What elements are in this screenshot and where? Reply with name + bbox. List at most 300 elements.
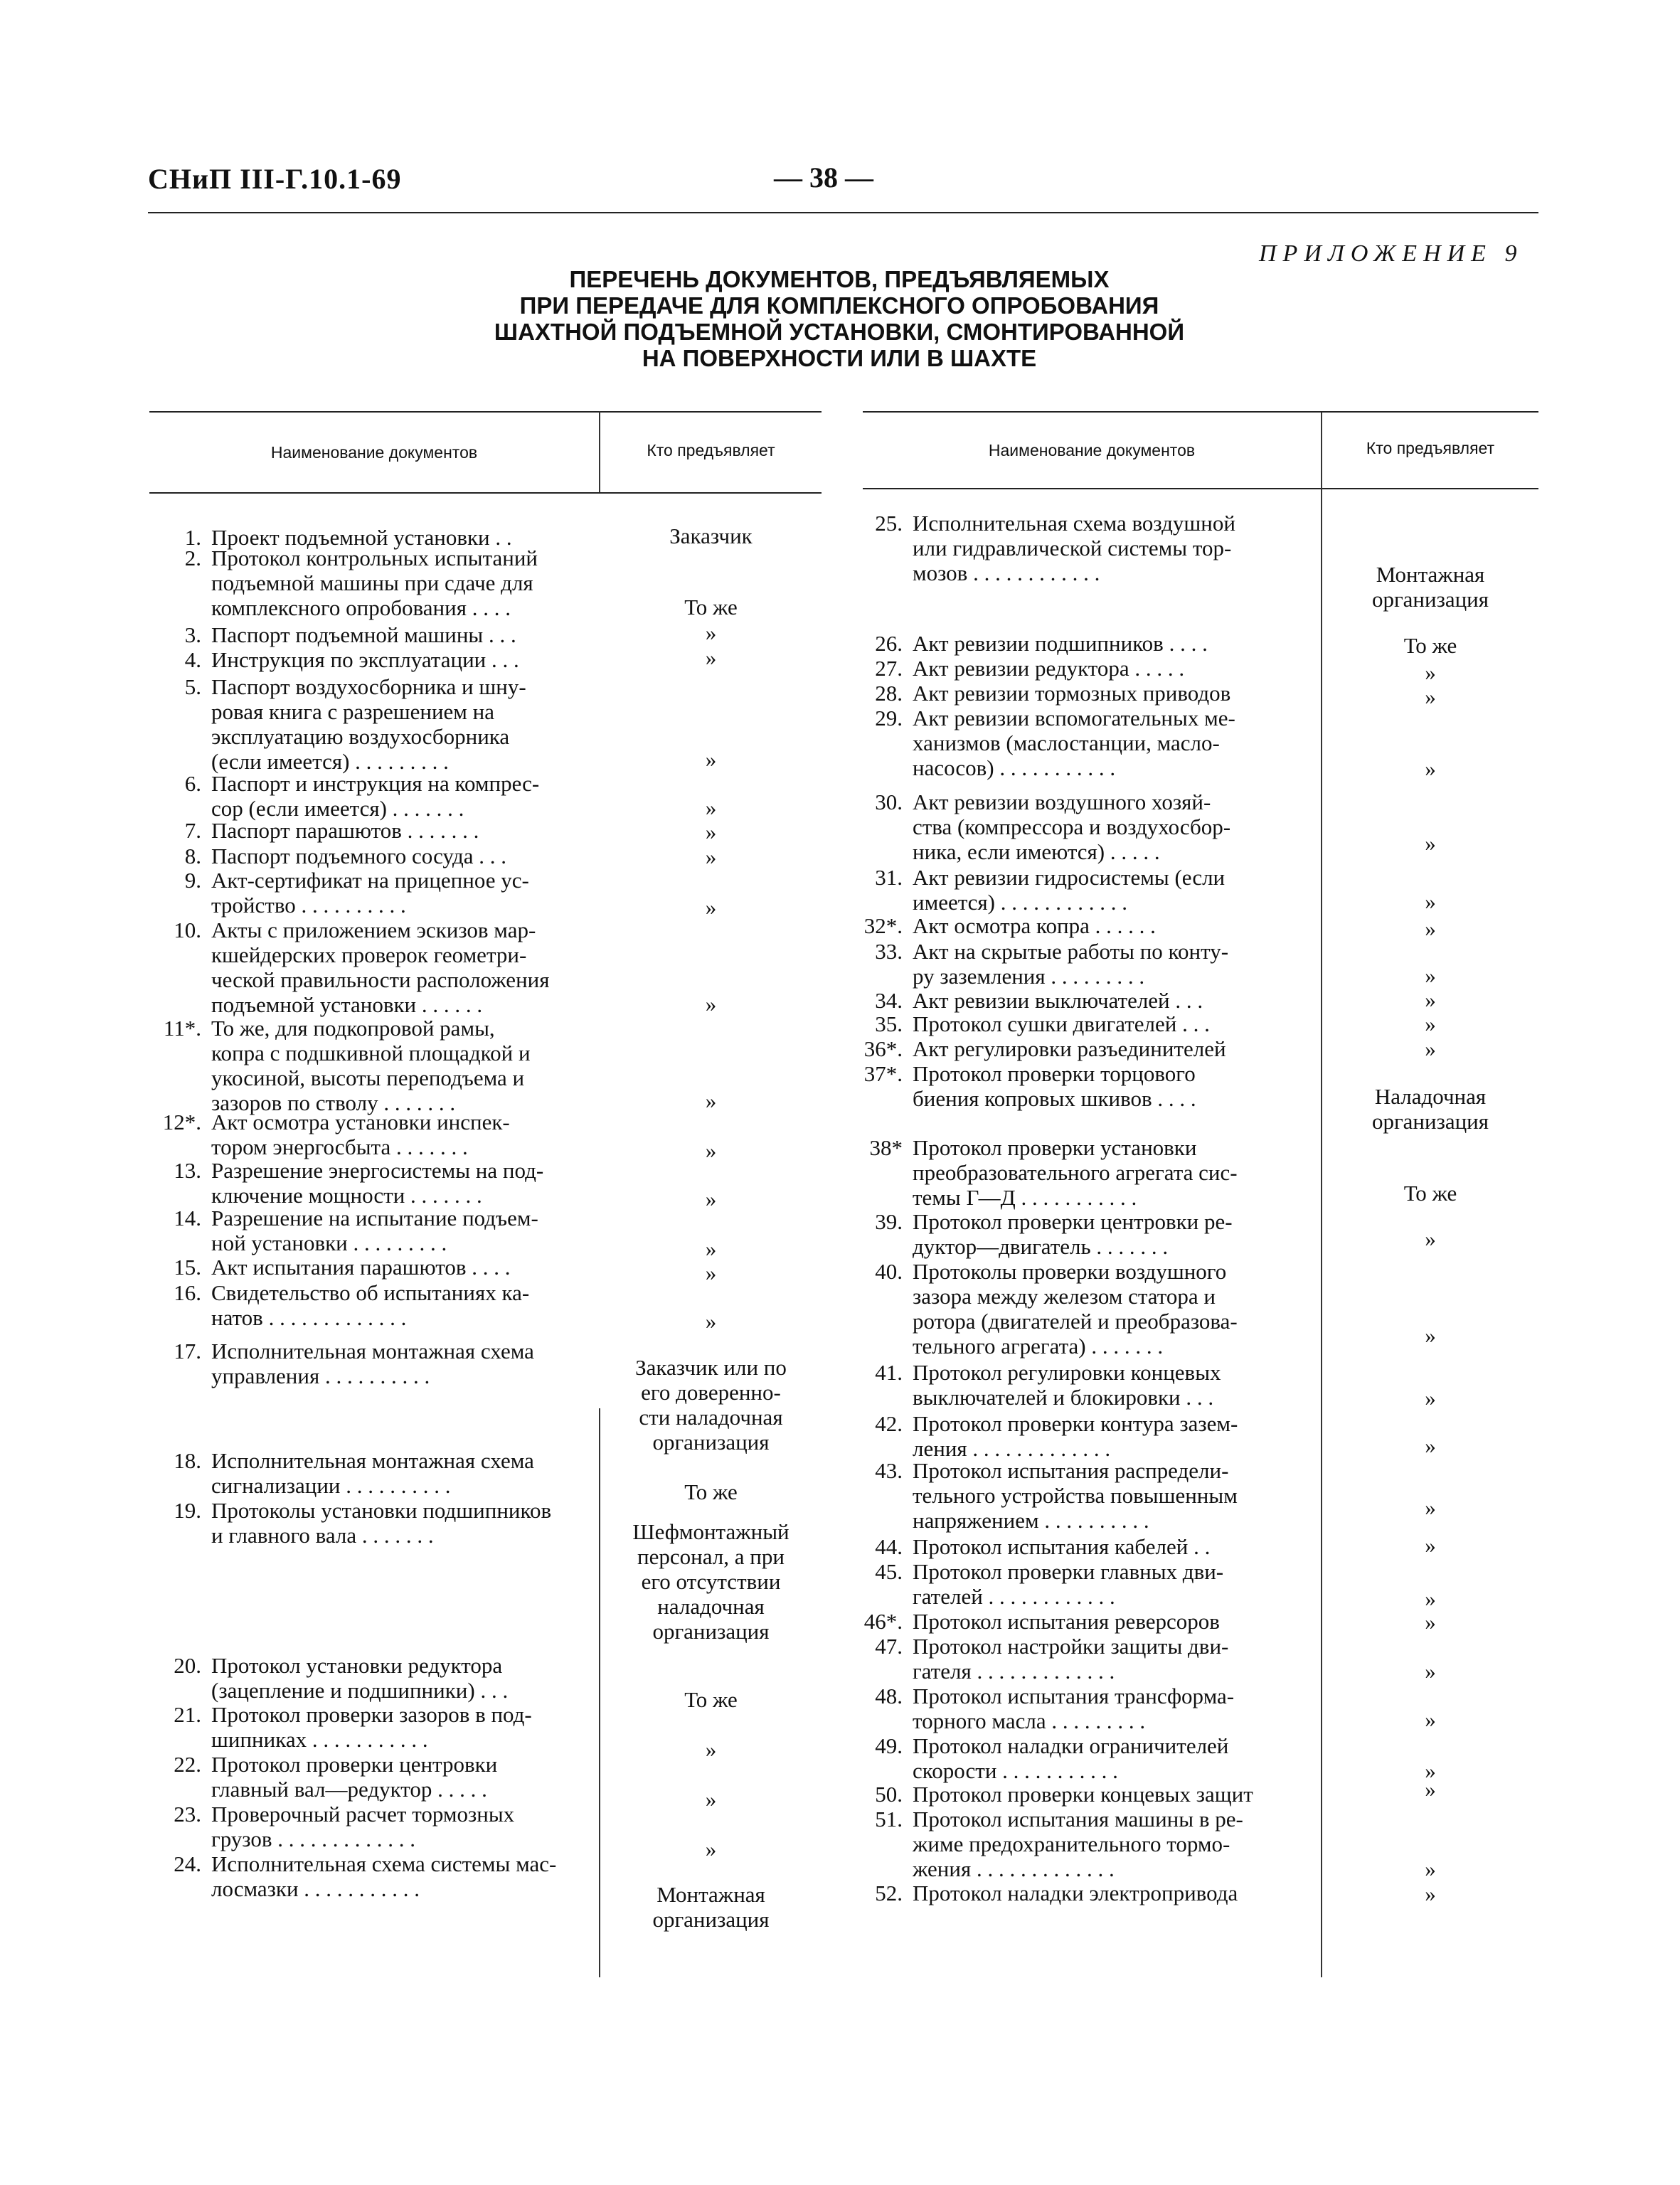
item-text-line: темы Г—Д . . . . . . . . . . .	[913, 1185, 1137, 1210]
item-text-line: Акт испытания парашютов . . . .	[211, 1255, 511, 1280]
item-text	[913, 1061, 1382, 1111]
presenter-line: »	[1425, 889, 1436, 914]
item-text	[913, 631, 1382, 656]
item-text	[913, 1733, 1382, 1783]
item-text-line: Протокол проверки центровки	[211, 1752, 498, 1777]
item-text-line: Разрешение на испытание подъем-	[211, 1206, 538, 1230]
item-number: 1.	[184, 525, 201, 550]
item-text-line: Протокол испытания кабелей . .	[913, 1534, 1211, 1559]
document-item	[142, 1752, 666, 1802]
item-text	[211, 1802, 666, 1851]
presenter-line: »	[1425, 756, 1436, 781]
document-item	[844, 1684, 1382, 1733]
presenter-cell	[600, 620, 822, 645]
presenter-line: »	[1425, 684, 1436, 709]
item-text	[211, 1016, 666, 1115]
item-number: 15.	[174, 1255, 201, 1280]
presenter-cell	[600, 819, 822, 844]
presenter-line: »	[1425, 1036, 1436, 1061]
document-item	[142, 1802, 666, 1851]
item-text-line: главный вал—редуктор . . . . .	[211, 1777, 487, 1802]
document-item	[844, 1061, 1382, 1111]
presenter-cell	[600, 1236, 822, 1261]
page-title	[398, 266, 1280, 371]
presenter-cell	[1322, 1881, 1538, 1906]
left-table-top-rule	[149, 411, 822, 413]
item-text-line: Акт на скрытые работы по конту-	[913, 939, 1229, 964]
item-number: 22.	[174, 1752, 201, 1777]
presenter-cell	[1322, 562, 1538, 612]
document-item	[142, 844, 666, 868]
presenter-cell	[1322, 660, 1538, 685]
item-text-line: Акт ревизии вспомогательных ме-	[913, 706, 1235, 730]
presenter-cell	[1322, 1495, 1538, 1520]
item-text	[211, 647, 666, 672]
item-text-line: (если имеется) . . . . . . . . .	[211, 749, 449, 774]
item-text-line: Паспорт подъемного сосуда . . .	[211, 844, 507, 868]
title-line: ПРИ ПЕРЕДАЧЕ ДЛЯ КОМПЛЕКСНОГО ОПРОБОВАНИЯ	[519, 292, 1159, 319]
item-text-line: ной установки . . . . . . . . .	[211, 1230, 447, 1255]
document-code: СНиП III-Г.10.1-69	[148, 163, 402, 195]
item-text-line: управления . . . . . . . . . .	[211, 1363, 430, 1388]
document-item	[142, 1158, 666, 1208]
item-text	[913, 939, 1382, 989]
item-number: 26.	[875, 631, 903, 656]
item-text	[913, 511, 1382, 585]
right-table-header-rule	[863, 488, 1538, 489]
item-number: 24.	[174, 1851, 201, 1876]
presenter-line: То же	[684, 1687, 738, 1712]
presenter-line: Заказчик	[669, 523, 753, 548]
item-text-line: ру заземления . . . . . . . . .	[913, 964, 1145, 989]
presenter-line: »	[1425, 1856, 1436, 1881]
presenter-line: »	[1425, 1758, 1436, 1783]
item-text-line: дуктор—двигатель . . . . . . .	[913, 1234, 1169, 1259]
presenter-line: Монтажная	[1376, 562, 1485, 587]
item-text-line: или гидравлической системы тор-	[913, 536, 1232, 560]
item-text	[211, 1752, 666, 1802]
document-item	[844, 1011, 1382, 1036]
item-text-line: Протокол настройки защиты дви-	[913, 1634, 1229, 1659]
item-text	[211, 844, 666, 868]
item-text	[913, 1634, 1382, 1684]
item-number: 8.	[184, 844, 201, 868]
item-number: 32*.	[863, 913, 903, 938]
presenter-line: »	[1425, 1226, 1436, 1251]
item-text-line: Исполнительная схема системы мас-	[211, 1851, 557, 1876]
item-number: 44.	[875, 1534, 903, 1559]
document-item	[142, 771, 666, 821]
item-number: 21.	[174, 1702, 201, 1727]
item-number: 11*.	[163, 1016, 201, 1041]
presenter-cell	[1322, 1707, 1538, 1732]
presenter-line: Заказчик или по	[635, 1355, 787, 1380]
item-text-line: Протокол испытания машины в ре-	[913, 1807, 1243, 1832]
item-text-line: Протокол проверки центровки ре-	[913, 1209, 1233, 1234]
presenter-cell	[600, 1186, 822, 1211]
item-number: 50.	[875, 1782, 903, 1807]
item-text-line: подъемной установки . . . . . .	[211, 992, 483, 1017]
item-number: 49.	[875, 1733, 903, 1758]
item-number: 25.	[875, 511, 903, 536]
item-text	[913, 1011, 1382, 1036]
presenter-line: »	[705, 1309, 717, 1334]
document-item	[844, 1559, 1382, 1609]
presenter-line: »	[1425, 1586, 1436, 1611]
item-text-line: гателей . . . . . . . . . . . .	[913, 1584, 1115, 1609]
document-item	[142, 1702, 666, 1752]
item-text-line: гателя . . . . . . . . . . . . .	[913, 1659, 1115, 1684]
item-text	[913, 1807, 1382, 1881]
document-item	[844, 1881, 1382, 1905]
presenter-cell	[1322, 633, 1538, 658]
document-item	[844, 1782, 1382, 1807]
presenter-line: наладочная	[657, 1594, 765, 1619]
item-text	[913, 1881, 1382, 1905]
item-text-line: выключателей и блокировки . . .	[913, 1385, 1214, 1410]
item-text-line: ключение мощности . . . . . . .	[211, 1183, 482, 1208]
presenter-cell	[600, 1519, 822, 1644]
item-text	[913, 1360, 1382, 1410]
item-text-line: жиме предохранительного тормо-	[913, 1832, 1230, 1856]
item-text-line: ротора (двигателей и преобразова-	[913, 1309, 1238, 1334]
document-item	[844, 511, 1382, 585]
presenter-line: »	[705, 1737, 717, 1762]
presenter-line: Монтажная	[656, 1882, 765, 1907]
item-text-line: Проект подъемной установки . .	[211, 525, 512, 550]
document-item	[142, 1851, 666, 1901]
item-number: 27.	[875, 656, 903, 681]
title-line: ПЕРЕЧЕНЬ ДОКУМЕНТОВ, ПРЕДЪЯВЛЯЕМЫХ	[569, 266, 1110, 292]
item-text	[211, 868, 666, 918]
presenter-line: организация	[652, 1619, 770, 1644]
presenter-line: »	[1425, 1495, 1436, 1520]
item-text-line: комплексного опробования . . . .	[211, 595, 511, 620]
item-text-line: Акт ревизии подшипников . . . .	[913, 631, 1208, 656]
presenter-cell	[600, 1836, 822, 1861]
item-text	[913, 1458, 1382, 1533]
presenter-cell	[1322, 1036, 1538, 1061]
presenter-cell	[600, 1479, 822, 1504]
item-number: 31.	[875, 865, 903, 890]
item-text-line: ства (компрессора и воздухосбор-	[913, 814, 1231, 839]
item-number: 51.	[875, 1807, 903, 1832]
presenter-line: »	[1425, 831, 1436, 856]
document-item	[142, 868, 666, 918]
presenter-cell	[1322, 916, 1538, 941]
left-table-header-rule	[149, 492, 822, 494]
presenter-line: его отсутствии	[641, 1569, 781, 1594]
presenter-cell	[1322, 963, 1538, 988]
presenter-line: »	[1425, 660, 1436, 685]
item-text-line: Протокол сушки двигателей . . .	[913, 1011, 1210, 1036]
item-text-line: Паспорт воздухосборника и шну-	[211, 674, 526, 699]
presenter-cell	[1322, 1181, 1538, 1206]
item-text	[913, 1534, 1382, 1559]
item-text-line: Акт ревизии воздушного хозяй-	[913, 790, 1211, 814]
item-number: 3.	[184, 622, 201, 647]
item-text-line: напряжением . . . . . . . . . .	[913, 1508, 1149, 1533]
presenter-line: »	[705, 620, 717, 645]
item-text-line: Протокол проверки контура зазем-	[913, 1411, 1238, 1436]
item-number: 20.	[174, 1653, 201, 1678]
item-number: 33.	[875, 939, 903, 964]
item-number: 42.	[875, 1411, 903, 1436]
document-item	[142, 1448, 666, 1498]
presenter-line: »	[1425, 1610, 1436, 1634]
presenter-line: сти наладочная	[639, 1405, 783, 1430]
item-number: 38*	[869, 1135, 903, 1160]
presenter-cell	[600, 1787, 822, 1812]
item-number: 43.	[875, 1458, 903, 1483]
item-text-line: эксплуатацию воздухосборника	[211, 724, 510, 749]
presenter-line: организация	[1371, 587, 1489, 612]
item-text-line: Акт ревизии выключателей . . .	[913, 988, 1203, 1013]
item-number: 37*.	[863, 1061, 903, 1086]
item-number: 2.	[184, 546, 201, 570]
presenter-line: »	[1425, 1881, 1436, 1906]
item-text-line: Протоколы проверки воздушного	[913, 1259, 1227, 1284]
presenter-cell	[1322, 1777, 1538, 1802]
document-item	[844, 939, 1382, 989]
presenter-cell	[600, 1737, 822, 1762]
presenter-cell	[600, 595, 822, 620]
presenter-line: »	[1425, 1777, 1436, 1802]
item-text	[913, 1559, 1382, 1609]
presenter-line: То же	[684, 1479, 738, 1504]
document-item	[142, 622, 666, 647]
item-text-line: Акт ревизии тормозных приводов	[913, 681, 1231, 706]
presenter-line: персонал, а при	[637, 1544, 785, 1569]
document-item	[844, 706, 1382, 780]
item-text-line: скорости . . . . . . . . . . .	[913, 1758, 1118, 1783]
presenter-line: »	[705, 1138, 717, 1163]
right-table-top-rule	[863, 411, 1538, 413]
presenter-line: »	[705, 819, 717, 844]
document-item	[142, 818, 666, 843]
item-text-line: Протокол испытания распредели-	[913, 1458, 1229, 1483]
document-item	[142, 1280, 666, 1330]
item-text	[211, 1702, 666, 1752]
item-text-line: тельного устройства повышенным	[913, 1483, 1238, 1508]
item-text-line: насосов) . . . . . . . . . . .	[913, 755, 1116, 780]
presenter-line: »	[1425, 1386, 1436, 1410]
presenter-line: »	[705, 1787, 717, 1812]
item-text	[913, 1135, 1382, 1210]
document-item	[142, 918, 666, 1017]
document-item	[142, 1498, 666, 1548]
item-text-line: Протокол контрольных испытаний	[211, 546, 538, 570]
item-text	[913, 1036, 1382, 1061]
item-text-line: ханизмов (маслостанции, масло-	[913, 730, 1220, 755]
item-text-line: Акты с приложением эскизов мар-	[211, 918, 536, 942]
item-text-line: Паспорт парашютов . . . . . . .	[211, 818, 479, 843]
item-number: 48.	[875, 1684, 903, 1708]
presenter-line: »	[1425, 1533, 1436, 1558]
presenter-line: его доверенно-	[641, 1380, 781, 1405]
item-text-line: преобразовательного агрегата сис-	[913, 1160, 1238, 1185]
item-text-line: подъемной машины при сдаче для	[211, 570, 533, 595]
item-text-line: Акт-сертификат на прицепное ус-	[211, 868, 529, 893]
item-text-line: ровая книга с разрешением на	[211, 699, 495, 724]
item-text-line: сор (если имеется) . . . . . . .	[211, 796, 464, 821]
document-item	[142, 1339, 666, 1388]
presenter-cell	[1322, 1659, 1538, 1684]
item-number: 6.	[184, 771, 201, 796]
item-number: 39.	[875, 1209, 903, 1234]
item-number: 7.	[184, 818, 201, 843]
item-number: 19.	[174, 1498, 201, 1523]
item-text	[211, 622, 666, 647]
item-text-line: Протоколы установки подшипников	[211, 1498, 552, 1523]
item-text	[913, 1609, 1382, 1634]
presenter-cell	[1322, 1323, 1538, 1348]
item-number: 45.	[875, 1559, 903, 1584]
document-item	[844, 1534, 1382, 1559]
title-line: ШАХТНОЙ ПОДЪЕМНОЙ УСТАНОВКИ, СМОНТИРОВАННОЙ	[494, 319, 1185, 345]
item-text-line: ческой правильности расположения	[211, 967, 550, 992]
item-number: 29.	[875, 706, 903, 730]
item-text-line: Протокол наладки электропривода	[913, 1881, 1238, 1905]
item-text-line: и главного вала . . . . . . .	[211, 1523, 434, 1548]
item-text	[211, 1158, 666, 1208]
document-item	[844, 1259, 1382, 1359]
item-text-line: Инструкция по эксплуатации . . .	[211, 647, 519, 672]
item-text-line: Протокол регулировки концевых	[913, 1360, 1221, 1385]
item-number: 30.	[875, 790, 903, 814]
item-text-line: копра с подшкивной площадкой и	[211, 1041, 531, 1065]
presenter-line: »	[705, 1236, 717, 1261]
item-text	[913, 1209, 1382, 1259]
item-text-line: Протокол наладки ограничителей	[913, 1733, 1229, 1758]
item-text-line: Акт регулировки разъединителей	[913, 1036, 1226, 1061]
presenter-cell	[600, 992, 822, 1016]
left-column-header-name: Наименование документов	[270, 443, 478, 462]
item-number: 35.	[875, 1011, 903, 1036]
document-item	[844, 631, 1382, 656]
item-text	[211, 1653, 666, 1703]
item-text	[913, 913, 1382, 938]
item-number: 40.	[875, 1259, 903, 1284]
item-number: 36*.	[863, 1036, 903, 1061]
item-number: 18.	[174, 1448, 201, 1473]
item-text-line: мозов . . . . . . . . . . . .	[913, 560, 1100, 585]
item-text	[211, 1110, 666, 1159]
document-item	[844, 1036, 1382, 1061]
document-item	[142, 1255, 666, 1280]
presenter-cell	[600, 1260, 822, 1285]
presenter-line: »	[705, 795, 717, 820]
document-item	[844, 1360, 1382, 1410]
item-text-line: (зацепление и подшипники) . . .	[211, 1678, 509, 1703]
presenter-line: Шефмонтажный	[632, 1519, 790, 1544]
item-number: 52.	[875, 1881, 903, 1905]
left-column-header-who: Кто предъявляет	[647, 441, 775, 459]
item-text	[211, 1206, 666, 1255]
document-item	[844, 913, 1382, 938]
item-text-line: Протокол проверки зазоров в под-	[211, 1702, 532, 1727]
document-item	[844, 656, 1382, 681]
item-number: 12*.	[162, 1110, 201, 1134]
presenter-line: »	[1425, 1659, 1436, 1684]
presenter-line: То же	[684, 595, 738, 620]
item-number: 17.	[174, 1339, 201, 1363]
presenter-cell	[600, 747, 822, 772]
presenter-line: организация	[652, 1907, 770, 1932]
item-text-line: тельного агрегата) . . . . . . .	[913, 1334, 1164, 1359]
item-text-line: Паспорт и инструкция на компрес-	[211, 771, 540, 796]
document-item	[844, 1733, 1382, 1783]
item-text-line: тройство . . . . . . . . . .	[211, 893, 406, 918]
presenter-cell	[1322, 889, 1538, 914]
item-text	[913, 656, 1382, 681]
item-text	[913, 681, 1382, 706]
presenter-cell	[600, 1882, 822, 1932]
document-item	[844, 1411, 1382, 1461]
document-item	[142, 1653, 666, 1703]
item-text-line: Протокол проверки концевых защит	[913, 1782, 1253, 1807]
presenter-line: То же	[1403, 633, 1457, 658]
item-text	[211, 1448, 666, 1498]
presenter-line: »	[705, 1088, 717, 1113]
presenter-line: »	[1425, 1433, 1436, 1458]
item-number: 14.	[174, 1206, 201, 1230]
item-text-line: кшейдерских проверок геометри-	[211, 942, 527, 967]
presenter-line: »	[1425, 1323, 1436, 1348]
presenter-cell	[600, 844, 822, 869]
item-text	[913, 790, 1382, 864]
item-text-line: Протокол проверки установки	[913, 1135, 1197, 1160]
item-text-line: зазора между железом статора и	[913, 1284, 1216, 1309]
document-item	[844, 681, 1382, 706]
document-item	[844, 790, 1382, 864]
presenter-line: »	[705, 1260, 717, 1285]
presenter-cell	[600, 1687, 822, 1712]
presenter-cell	[1322, 1586, 1538, 1611]
document-item	[844, 988, 1382, 1013]
item-text-line: Протокол проверки главных дви-	[913, 1559, 1224, 1584]
item-text-line: Акт ревизии редуктора . . . . .	[913, 656, 1185, 681]
presenter-cell	[1322, 1533, 1538, 1558]
presenter-cell	[1322, 831, 1538, 856]
item-text-line: Протокол проверки торцового	[913, 1061, 1196, 1086]
item-text-line: сигнализации . . . . . . . . . .	[211, 1473, 451, 1498]
item-text	[913, 988, 1382, 1013]
item-text-line: Разрешение энергосистемы на под-	[211, 1158, 544, 1183]
item-text	[913, 1782, 1382, 1807]
presenter-line: »	[705, 992, 717, 1016]
document-item	[142, 674, 666, 774]
item-text	[211, 818, 666, 843]
item-text	[211, 918, 666, 1017]
item-text-line: Акт ревизии гидросистемы (если	[913, 865, 1226, 890]
item-text-line: грузов . . . . . . . . . . . . .	[211, 1827, 416, 1851]
item-text-line: ления . . . . . . . . . . . . .	[913, 1436, 1111, 1461]
presenter-cell	[600, 1088, 822, 1113]
document-item	[142, 546, 666, 620]
item-text	[913, 706, 1382, 780]
presenter-line: »	[1425, 987, 1436, 1012]
item-text	[913, 1259, 1382, 1359]
item-text	[211, 771, 666, 821]
presenter-cell	[1322, 1433, 1538, 1458]
item-text	[211, 1498, 666, 1548]
item-text	[211, 674, 666, 774]
presenter-line: »	[705, 645, 717, 670]
presenter-line: »	[1425, 1707, 1436, 1732]
document-item	[142, 1016, 666, 1115]
item-text	[913, 865, 1382, 915]
